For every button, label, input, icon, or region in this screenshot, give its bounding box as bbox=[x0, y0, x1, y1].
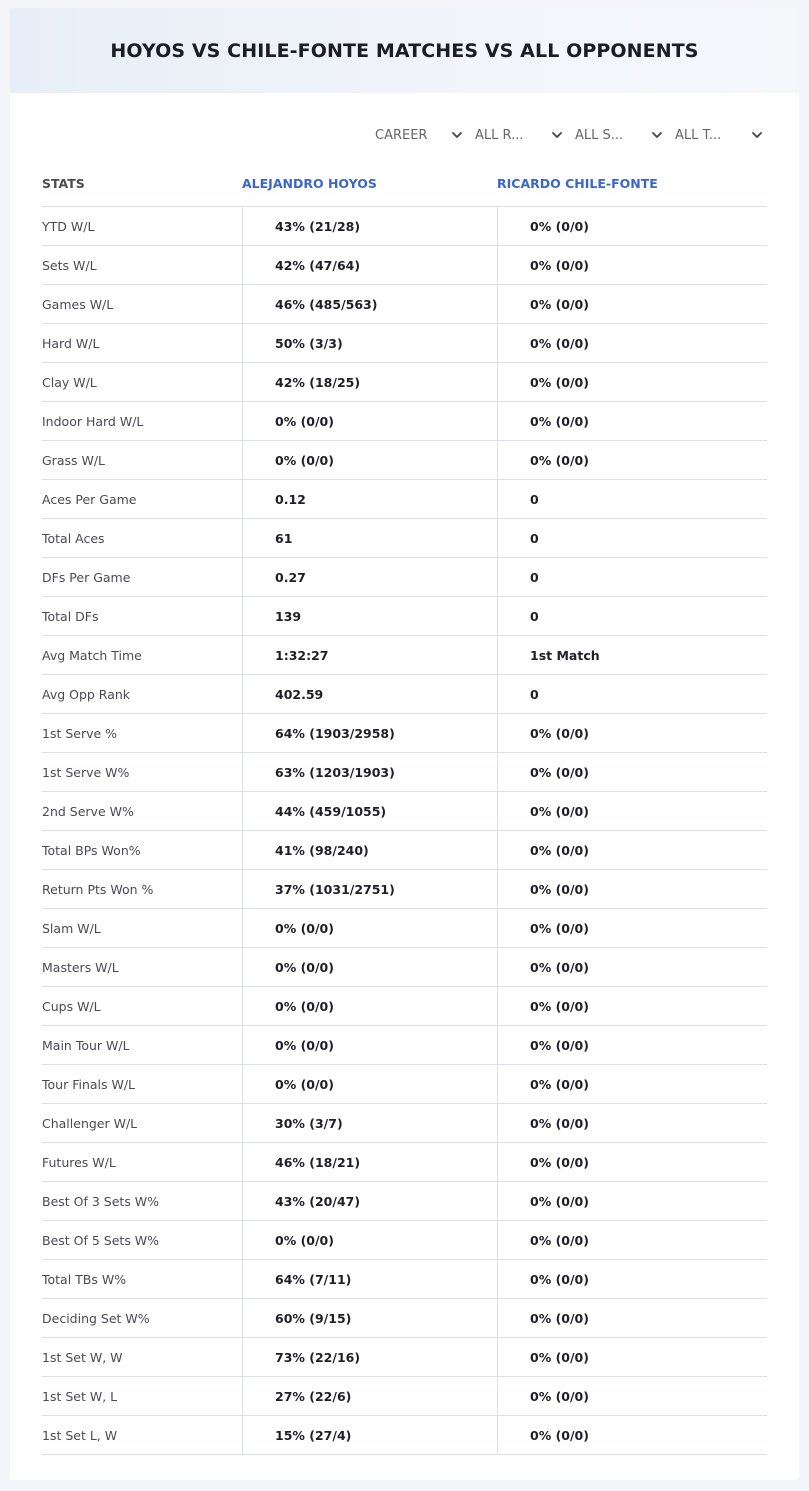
chevron-down-icon bbox=[451, 129, 463, 141]
stat-label: Avg Match Time bbox=[42, 647, 142, 663]
player1-value: 0% (0/0) bbox=[242, 1065, 497, 1103]
player1-value: 0% (0/0) bbox=[242, 909, 497, 947]
table-row bbox=[42, 246, 767, 285]
stat-label: Grass W/L bbox=[42, 452, 106, 468]
table-row bbox=[42, 636, 767, 675]
player1-value: 27% (22/6) bbox=[242, 1377, 497, 1415]
player1-value: 402.59 bbox=[242, 675, 497, 713]
player1-value: 41% (98/240) bbox=[242, 831, 497, 869]
player2-value: 0 bbox=[497, 597, 767, 635]
stat-label: 1st Set W, L bbox=[42, 1388, 118, 1404]
table-row bbox=[42, 1377, 767, 1416]
player2-value: 0% (0/0) bbox=[497, 792, 767, 830]
player2-value: 0% (0/0) bbox=[497, 246, 767, 284]
stats-table bbox=[42, 161, 767, 1455]
player1-value: 60% (9/15) bbox=[242, 1299, 497, 1337]
player2-value: 0% (0/0) bbox=[497, 1104, 767, 1142]
stat-label: Games W/L bbox=[42, 296, 114, 312]
chevron-down-icon bbox=[551, 129, 563, 141]
table-row bbox=[42, 324, 767, 363]
filter-period-select[interactable] bbox=[365, 126, 465, 144]
player2-value: 0 bbox=[497, 519, 767, 557]
table-row bbox=[42, 675, 767, 714]
table-row bbox=[42, 1065, 767, 1104]
table-row bbox=[42, 1260, 767, 1299]
page-title: HOYOS VS CHILE-FONTE MATCHES VS ALL OPPONENTS bbox=[110, 39, 699, 62]
table-row bbox=[42, 831, 767, 870]
stat-label: Best Of 3 Sets W% bbox=[42, 1193, 160, 1209]
filter-label: ALL R... bbox=[475, 127, 524, 143]
table-row bbox=[42, 792, 767, 831]
player2-value: 0% (0/0) bbox=[497, 987, 767, 1025]
player1-value: 30% (3/7) bbox=[242, 1104, 497, 1142]
table-row bbox=[42, 753, 767, 792]
filter-tournament-select[interactable] bbox=[665, 126, 765, 144]
stat-label: 2nd Serve W% bbox=[42, 803, 134, 819]
stat-label: 1st Serve W% bbox=[42, 764, 130, 780]
player2-value: 0% (0/0) bbox=[497, 831, 767, 869]
filter-label: ALL S... bbox=[575, 127, 624, 143]
table-row bbox=[42, 1221, 767, 1260]
table-row bbox=[42, 870, 767, 909]
stat-label: Sets W/L bbox=[42, 257, 97, 273]
table-header bbox=[42, 161, 767, 207]
player1-value: 0.12 bbox=[242, 480, 497, 518]
player2-value: 0% (0/0) bbox=[497, 948, 767, 986]
table-row bbox=[42, 597, 767, 636]
table-row bbox=[42, 363, 767, 402]
player1-value: 46% (18/21) bbox=[242, 1143, 497, 1181]
table-row bbox=[42, 519, 767, 558]
player1-value: 64% (7/11) bbox=[242, 1260, 497, 1298]
player2-value: 0% (0/0) bbox=[497, 285, 767, 323]
player2-value: 0% (0/0) bbox=[497, 753, 767, 791]
player2-value: 0 bbox=[497, 480, 767, 518]
table-row bbox=[42, 1416, 767, 1455]
player1-value: 61 bbox=[242, 519, 497, 557]
filter-label: CAREER bbox=[375, 127, 428, 143]
filter-round-select[interactable] bbox=[465, 126, 565, 144]
player1-value: 64% (1903/2958) bbox=[242, 714, 497, 752]
table-row bbox=[42, 285, 767, 324]
player1-value: 43% (20/47) bbox=[242, 1182, 497, 1220]
table-row bbox=[42, 558, 767, 597]
player1-value: 0% (0/0) bbox=[242, 402, 497, 440]
stats-card bbox=[10, 8, 799, 1480]
player2-value: 0% (0/0) bbox=[497, 441, 767, 479]
stats-column-header: STATS bbox=[42, 176, 85, 191]
player1-value: 0% (0/0) bbox=[242, 987, 497, 1025]
stat-label: Challenger W/L bbox=[42, 1115, 138, 1131]
stat-label: Slam W/L bbox=[42, 920, 101, 936]
stat-label: 1st Set W, W bbox=[42, 1349, 123, 1365]
player1-link[interactable]: ALEJANDRO HOYOS bbox=[242, 176, 377, 191]
stat-label: DFs Per Game bbox=[42, 569, 131, 585]
stat-label: Total BPs Won% bbox=[42, 842, 141, 858]
stat-label: Tour Finals W/L bbox=[42, 1076, 136, 1092]
stat-label: Cups W/L bbox=[42, 998, 101, 1014]
stat-label: Avg Opp Rank bbox=[42, 686, 131, 702]
table-row bbox=[42, 1026, 767, 1065]
stat-label: Deciding Set W% bbox=[42, 1310, 150, 1326]
player2-link[interactable]: RICARDO CHILE-FONTE bbox=[497, 176, 658, 191]
filter-surface-select[interactable] bbox=[565, 126, 665, 144]
player1-value: 43% (21/28) bbox=[242, 207, 497, 245]
player1-value: 44% (459/1055) bbox=[242, 792, 497, 830]
player2-value: 0% (0/0) bbox=[497, 363, 767, 401]
table-row bbox=[42, 1338, 767, 1377]
player2-value: 0% (0/0) bbox=[497, 207, 767, 245]
player2-value: 0% (0/0) bbox=[497, 1221, 767, 1259]
table-row bbox=[42, 1299, 767, 1338]
player2-value: 0% (0/0) bbox=[497, 870, 767, 908]
table-row bbox=[42, 441, 767, 480]
player1-value: 73% (22/16) bbox=[242, 1338, 497, 1376]
player1-value: 15% (27/4) bbox=[242, 1416, 497, 1454]
player2-value: 0% (0/0) bbox=[497, 1182, 767, 1220]
table-row bbox=[42, 402, 767, 441]
player2-value: 0% (0/0) bbox=[497, 909, 767, 947]
stat-label: Return Pts Won % bbox=[42, 881, 154, 897]
player1-value: 0% (0/0) bbox=[242, 1221, 497, 1259]
player1-value: 0% (0/0) bbox=[242, 441, 497, 479]
chevron-down-icon bbox=[751, 129, 763, 141]
stat-label: Futures W/L bbox=[42, 1154, 116, 1170]
player1-value: 46% (485/563) bbox=[242, 285, 497, 323]
stat-label: Total Aces bbox=[42, 530, 105, 546]
player1-value: 50% (3/3) bbox=[242, 324, 497, 362]
table-row bbox=[42, 480, 767, 519]
player2-value: 0% (0/0) bbox=[497, 1260, 767, 1298]
player1-value: 63% (1203/1903) bbox=[242, 753, 497, 791]
player1-value: 42% (47/64) bbox=[242, 246, 497, 284]
table-row bbox=[42, 987, 767, 1026]
player2-value: 0% (0/0) bbox=[497, 324, 767, 362]
table-row bbox=[42, 948, 767, 987]
stat-label: Clay W/L bbox=[42, 374, 97, 390]
filter-label: ALL T... bbox=[675, 127, 722, 143]
player1-value: 0% (0/0) bbox=[242, 948, 497, 986]
player1-value: 139 bbox=[242, 597, 497, 635]
player1-value: 0.27 bbox=[242, 558, 497, 596]
stat-label: Indoor Hard W/L bbox=[42, 413, 144, 429]
stat-label: Masters W/L bbox=[42, 959, 119, 975]
player2-value: 0% (0/0) bbox=[497, 1338, 767, 1376]
table-row bbox=[42, 909, 767, 948]
chevron-down-icon bbox=[651, 129, 663, 141]
player1-value: 37% (1031/2751) bbox=[242, 870, 497, 908]
table-row bbox=[42, 714, 767, 753]
player2-value: 0% (0/0) bbox=[497, 1065, 767, 1103]
stat-label: Best Of 5 Sets W% bbox=[42, 1232, 160, 1248]
filter-bar bbox=[365, 126, 765, 144]
stat-label: YTD W/L bbox=[42, 218, 95, 234]
stat-label: Total TBs W% bbox=[42, 1271, 127, 1287]
card-header bbox=[10, 8, 799, 93]
player2-value: 1st Match bbox=[497, 636, 767, 674]
player2-value: 0% (0/0) bbox=[497, 1377, 767, 1415]
stat-label: 1st Serve % bbox=[42, 725, 118, 741]
stat-label: Hard W/L bbox=[42, 335, 100, 351]
player2-value: 0 bbox=[497, 675, 767, 713]
table-body bbox=[42, 207, 767, 1455]
player2-value: 0% (0/0) bbox=[497, 1299, 767, 1337]
table-row bbox=[42, 1182, 767, 1221]
table-row bbox=[42, 1143, 767, 1182]
player2-value: 0% (0/0) bbox=[497, 1416, 767, 1454]
stat-label: Total DFs bbox=[42, 608, 99, 624]
stat-label: Main Tour W/L bbox=[42, 1037, 130, 1053]
table-row bbox=[42, 1104, 767, 1143]
player1-value: 0% (0/0) bbox=[242, 1026, 497, 1064]
stat-label: Aces Per Game bbox=[42, 491, 137, 507]
player2-value: 0% (0/0) bbox=[497, 714, 767, 752]
player2-value: 0% (0/0) bbox=[497, 1026, 767, 1064]
table-row bbox=[42, 207, 767, 246]
player2-value: 0% (0/0) bbox=[497, 1143, 767, 1181]
player2-value: 0% (0/0) bbox=[497, 402, 767, 440]
player2-value: 0 bbox=[497, 558, 767, 596]
player1-value: 42% (18/25) bbox=[242, 363, 497, 401]
stat-label: 1st Set L, W bbox=[42, 1427, 118, 1443]
player1-value: 1:32:27 bbox=[242, 636, 497, 674]
